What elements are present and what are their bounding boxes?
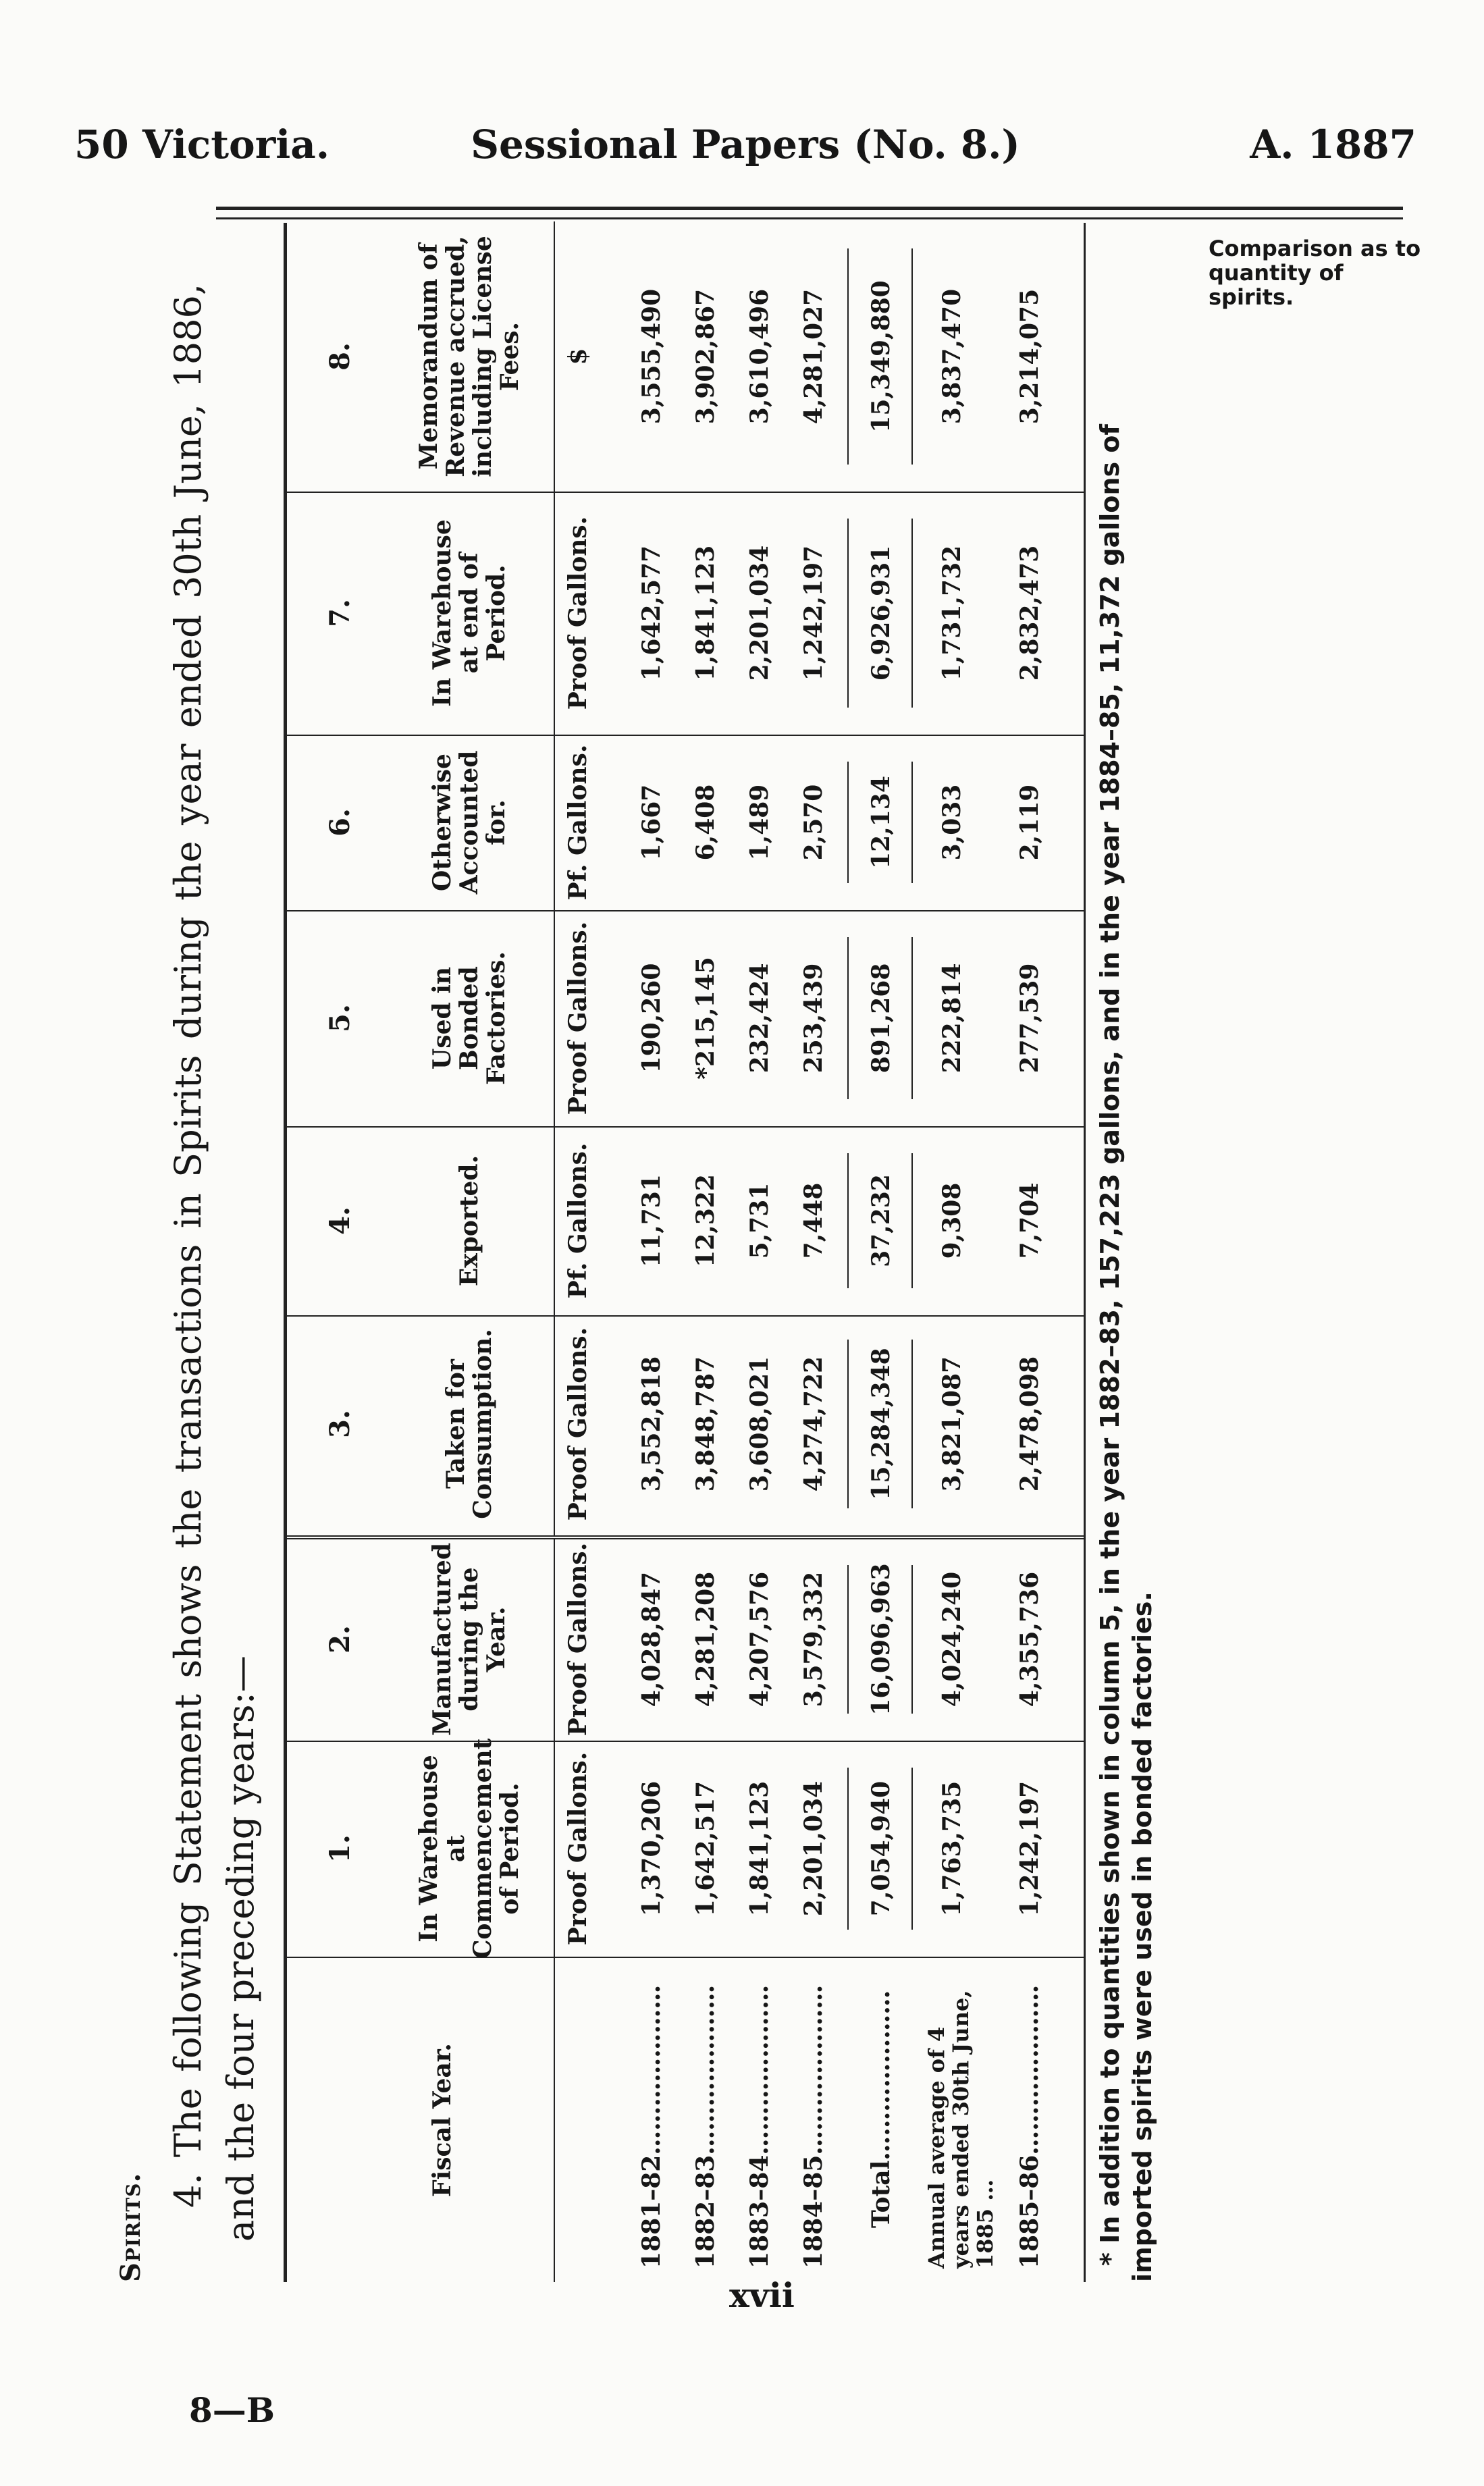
header-center: Sessional Papers (No. 8.) [471,122,1020,167]
page-number-roman: xvii [729,2275,795,2315]
sum-rule [911,1340,913,1508]
cell: 2,570 [799,784,828,861]
header-separator [554,735,555,910]
header-separator [554,910,555,1126]
column-2 [287,1538,1084,1742]
header-separator [554,492,555,735]
cell: 3,579,332 [799,1571,828,1708]
cell: 1,841,123 [691,545,720,681]
cell: 253,439 [799,963,828,1074]
cell-average: 3,033 [938,784,966,861]
sum-rule [847,1153,849,1288]
col-2-label: Manufactured during the Year. [428,1542,510,1737]
cell: 1,642,577 [637,545,666,681]
row-year-2: 1882–83………………… [691,1984,720,2269]
cell-last: 2,478,098 [1015,1356,1044,1492]
sum-rule [847,1565,849,1714]
header-separator [554,1741,555,1957]
cell-total: 37,232 [867,1174,895,1267]
sum-rule [911,937,913,1099]
col-1-unit: Proof Gallons. [564,1751,592,1946]
header-rule [216,207,1403,210]
col-6-label: Otherwise Accounted for. [428,750,510,895]
cell: 3,555,490 [637,288,666,425]
sum-rule [847,1768,849,1930]
running-header [74,122,1416,182]
cell: 7,448 [799,1182,828,1259]
cell: *215,145 [691,957,720,1080]
cell: 4,207,576 [745,1571,774,1708]
col-1-number: 1. [324,1834,356,1863]
rotated-content [115,223,1222,2282]
cell: 2,201,034 [745,545,774,681]
header-separator [554,1313,555,1535]
cell: 11,731 [637,1174,666,1267]
sum-rule [847,519,849,708]
header-separator [554,221,555,492]
row-year-last: 1885–86………………… [1015,1984,1044,2269]
section-heading: Spirits. [115,2172,147,2282]
cell-average: 9,308 [938,1182,966,1259]
sum-rule [911,248,913,465]
cell-average: 222,814 [938,963,966,1074]
sum-rule [911,519,913,708]
total-label: Total………………… [867,1990,895,2228]
column-8 [287,221,1084,493]
col-4-label: Exported. [455,1155,483,1287]
printer-signature: 8—B [189,2390,275,2430]
col-6-number: 6. [324,808,356,837]
col-3-number: 3. [324,1410,356,1438]
sum-rule [847,248,849,465]
col-1-label: In Warehouse at Commencement of Period. [415,1738,524,1959]
col-5-label: Used in Bonded Factories. [428,951,510,1085]
col-7-unit: Proof Gallons. [564,516,592,710]
cell-last: 277,539 [1015,963,1044,1074]
margin-note: Comparison as to quantity of spirits. [1209,236,1421,310]
sum-rule [911,1565,913,1714]
cell: 190,260 [637,963,666,1074]
cell-average: 1,763,735 [938,1780,966,1917]
col-6-unit: Pf. Gallons. [564,744,592,901]
cell: 1,242,197 [799,545,828,681]
column-6 [287,735,1084,911]
cell: 1,841,123 [745,1780,774,1917]
col-3-label: Taken for Consumption. [442,1329,497,1519]
cell: 3,848,787 [691,1356,720,1492]
cell: 3,610,496 [745,288,774,425]
column-5 [287,910,1084,1128]
spirits-table [284,223,1086,2282]
fiscal-year-column [287,1958,1084,2282]
header-separator [554,1126,555,1315]
col-4-unit: Pf. Gallons. [564,1142,592,1299]
cell-average: 3,837,470 [938,288,966,425]
cell: 1,370,206 [637,1780,666,1917]
cell-last: 4,355,736 [1015,1571,1044,1708]
sum-rule [847,937,849,1099]
cell: 4,281,027 [799,288,828,425]
header-rule-secondary [216,217,1403,219]
intro-paragraph [162,284,267,2242]
cell-last: 7,704 [1015,1182,1044,1259]
cell: 4,028,847 [637,1571,666,1708]
cell-total: 6,926,931 [867,545,895,681]
column-3 [287,1313,1084,1539]
col-8-label: Memorandum of Revenue accrued, including License Fees. [415,236,524,477]
header-left: 50 Victoria. [74,122,330,167]
row-year-3: 1883–84………………… [745,1984,774,2269]
col-7-number: 7. [324,599,356,627]
cell: 4,281,208 [691,1571,720,1708]
average-label: Annual average of 4 years ended 30th June, 1885 … [924,1990,998,2269]
cell-total: 891,268 [867,963,895,1074]
col-8-unit: $ [564,348,592,365]
cell-average: 4,024,240 [938,1571,966,1708]
cell: 1,667 [637,784,666,861]
footnote-text: * In addition to quantities shown in column 5, in the year 1882–83, 157,223 gallons, and in the year 1884–85, 11,372 gallons of imported spirits were used in bonded factories. [1095,424,1157,2282]
cell: 3,552,818 [637,1356,666,1492]
col-3-unit: Proof Gallons. [564,1327,592,1521]
cell-total: 15,284,348 [867,1348,895,1500]
col-2-unit: Proof Gallons. [564,1542,592,1737]
cell: 5,731 [745,1182,774,1259]
cell-last: 2,119 [1015,784,1044,861]
sum-rule [911,762,913,883]
cell-average: 3,821,087 [938,1356,966,1492]
col-2-number: 2. [324,1625,356,1654]
cell-total: 16,096,963 [867,1563,895,1716]
sum-rule [847,1340,849,1508]
cell-last: 2,832,473 [1015,545,1044,681]
sum-rule [911,1153,913,1288]
row-year-1: 1881–82………………… [637,1984,666,2269]
header-right: A. 1887 [1250,122,1416,167]
column-4 [287,1126,1084,1317]
column-7 [287,492,1084,736]
col-5-number: 5. [324,1004,356,1032]
col-7-label: In Warehouse at end of Period. [428,519,510,707]
sum-rule [847,762,849,883]
cell: 3,902,867 [691,288,720,425]
column-1 [287,1738,1084,1959]
cell-last: 1,242,197 [1015,1780,1044,1917]
sum-rule [911,1768,913,1930]
row-year-4: 1884–85………………… [799,1984,828,2269]
header-separator [554,1958,555,2282]
col-5-unit: Proof Gallons. [564,921,592,1115]
col-8-number: 8. [324,342,356,371]
cell-total: 12,134 [867,776,895,869]
col-4-number: 4. [324,1207,356,1235]
footnote [1094,290,1159,2282]
cell: 232,424 [745,963,774,1074]
intro-text: 4. The following Statement shows the transactions in Spirits during the year ended 30th June, 1886, and the four preceding years:— [167,284,262,2242]
cell: 2,201,034 [799,1780,828,1917]
header-separator [554,1538,555,1741]
cell-total: 7,054,940 [867,1780,895,1917]
cell-last: 3,214,075 [1015,288,1044,425]
cell-total: 15,349,880 [867,280,895,433]
cell: 1,489 [745,784,774,861]
cell: 3,608,021 [745,1356,774,1492]
cell: 6,408 [691,784,720,861]
cell: 1,642,517 [691,1780,720,1917]
cell: 4,274,722 [799,1356,828,1492]
cell: 12,322 [691,1174,720,1267]
fiscal-year-header: Fiscal Year. [428,2043,456,2197]
cell-average: 1,731,732 [938,545,966,681]
